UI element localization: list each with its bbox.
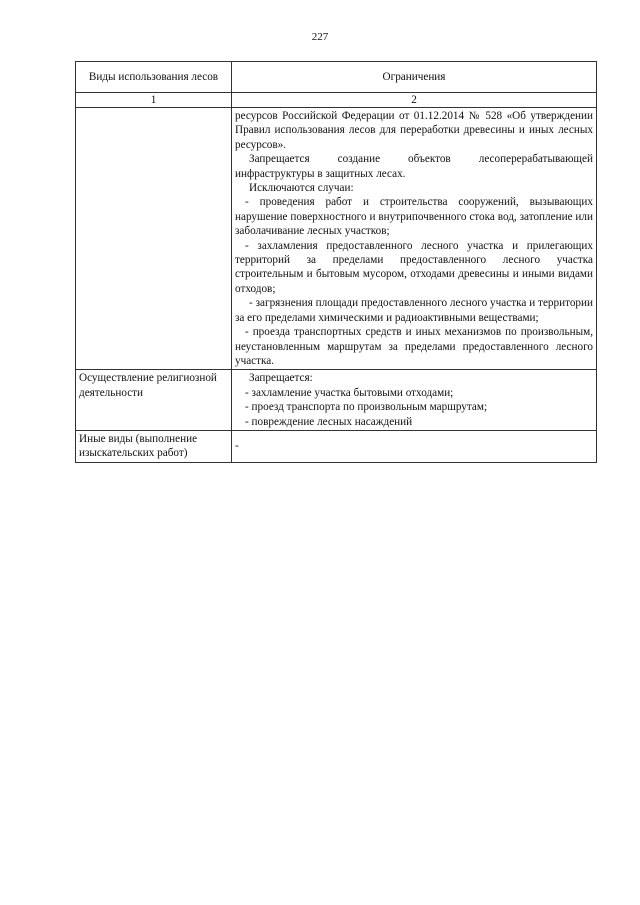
row-restrictions bbox=[232, 430, 597, 462]
table-row bbox=[76, 108, 597, 370]
restriction-paragraph: - проезд транспорта по произвольным маршрутам; bbox=[245, 401, 488, 414]
row-use-type: Осуществление религиозной деятельности bbox=[76, 370, 232, 431]
table-row bbox=[76, 370, 597, 431]
restriction-paragraph: - bbox=[235, 440, 239, 453]
table-header-row bbox=[76, 62, 597, 93]
row-restrictions bbox=[232, 108, 597, 370]
restriction-paragraph: ресурсов Российской Федерации от 01.12.2014 № 528 «Об утверждении Правил использования лесов для переработки древесины и иных лесных ресурсов». bbox=[235, 110, 593, 151]
column-number-2: 2 bbox=[232, 93, 597, 108]
page-number: 227 bbox=[311, 31, 329, 43]
row-use-type bbox=[76, 108, 232, 370]
restrictions-table bbox=[75, 61, 597, 463]
restriction-paragraph: - проведения работ и строительства сооружений, вызывающих нарушение поверхностного и внутрипочвенного стока вод, затопление или заболачивание лесных участков; bbox=[235, 196, 593, 238]
restriction-paragraph: Исключаются случаи: bbox=[249, 182, 354, 195]
restriction-paragraph: - захламление участка бытовыми отходами; bbox=[245, 386, 454, 399]
header-forest-use-types: Виды использования лесов bbox=[76, 62, 232, 93]
column-number-1: 1 bbox=[76, 93, 232, 108]
restriction-paragraph: Запрещается: bbox=[249, 372, 313, 385]
restriction-paragraph: - загрязнения площади предоставленного лесного участка и территории за его пределами химическими и радиоактивными веществами; bbox=[235, 297, 593, 324]
table-row bbox=[76, 430, 597, 462]
row-restrictions bbox=[232, 370, 597, 431]
header-restrictions: Ограничения bbox=[232, 62, 597, 93]
restriction-paragraph: - захламления предоставленного лесного участка и прилегающих территорий за пределами предоставленного лесного участка строительным и бытовым мусором, отходами древесины и иными видами отходов; bbox=[235, 239, 593, 295]
restriction-paragraph: Запрещается создание объектов лесоперерабатывающей инфраструктуры в защитных лесах. bbox=[235, 153, 593, 180]
restriction-paragraph: - повреждение лесных насаждений bbox=[245, 415, 413, 428]
restriction-paragraph: - проезда транспортных средств и иных механизмов по произвольным, неустановленным маршрутам за пределами предоставленного лесного участка. bbox=[235, 326, 593, 367]
column-number-row bbox=[76, 93, 597, 108]
row-use-type: Иные виды (выполнение изыскательских работ) bbox=[76, 430, 232, 462]
